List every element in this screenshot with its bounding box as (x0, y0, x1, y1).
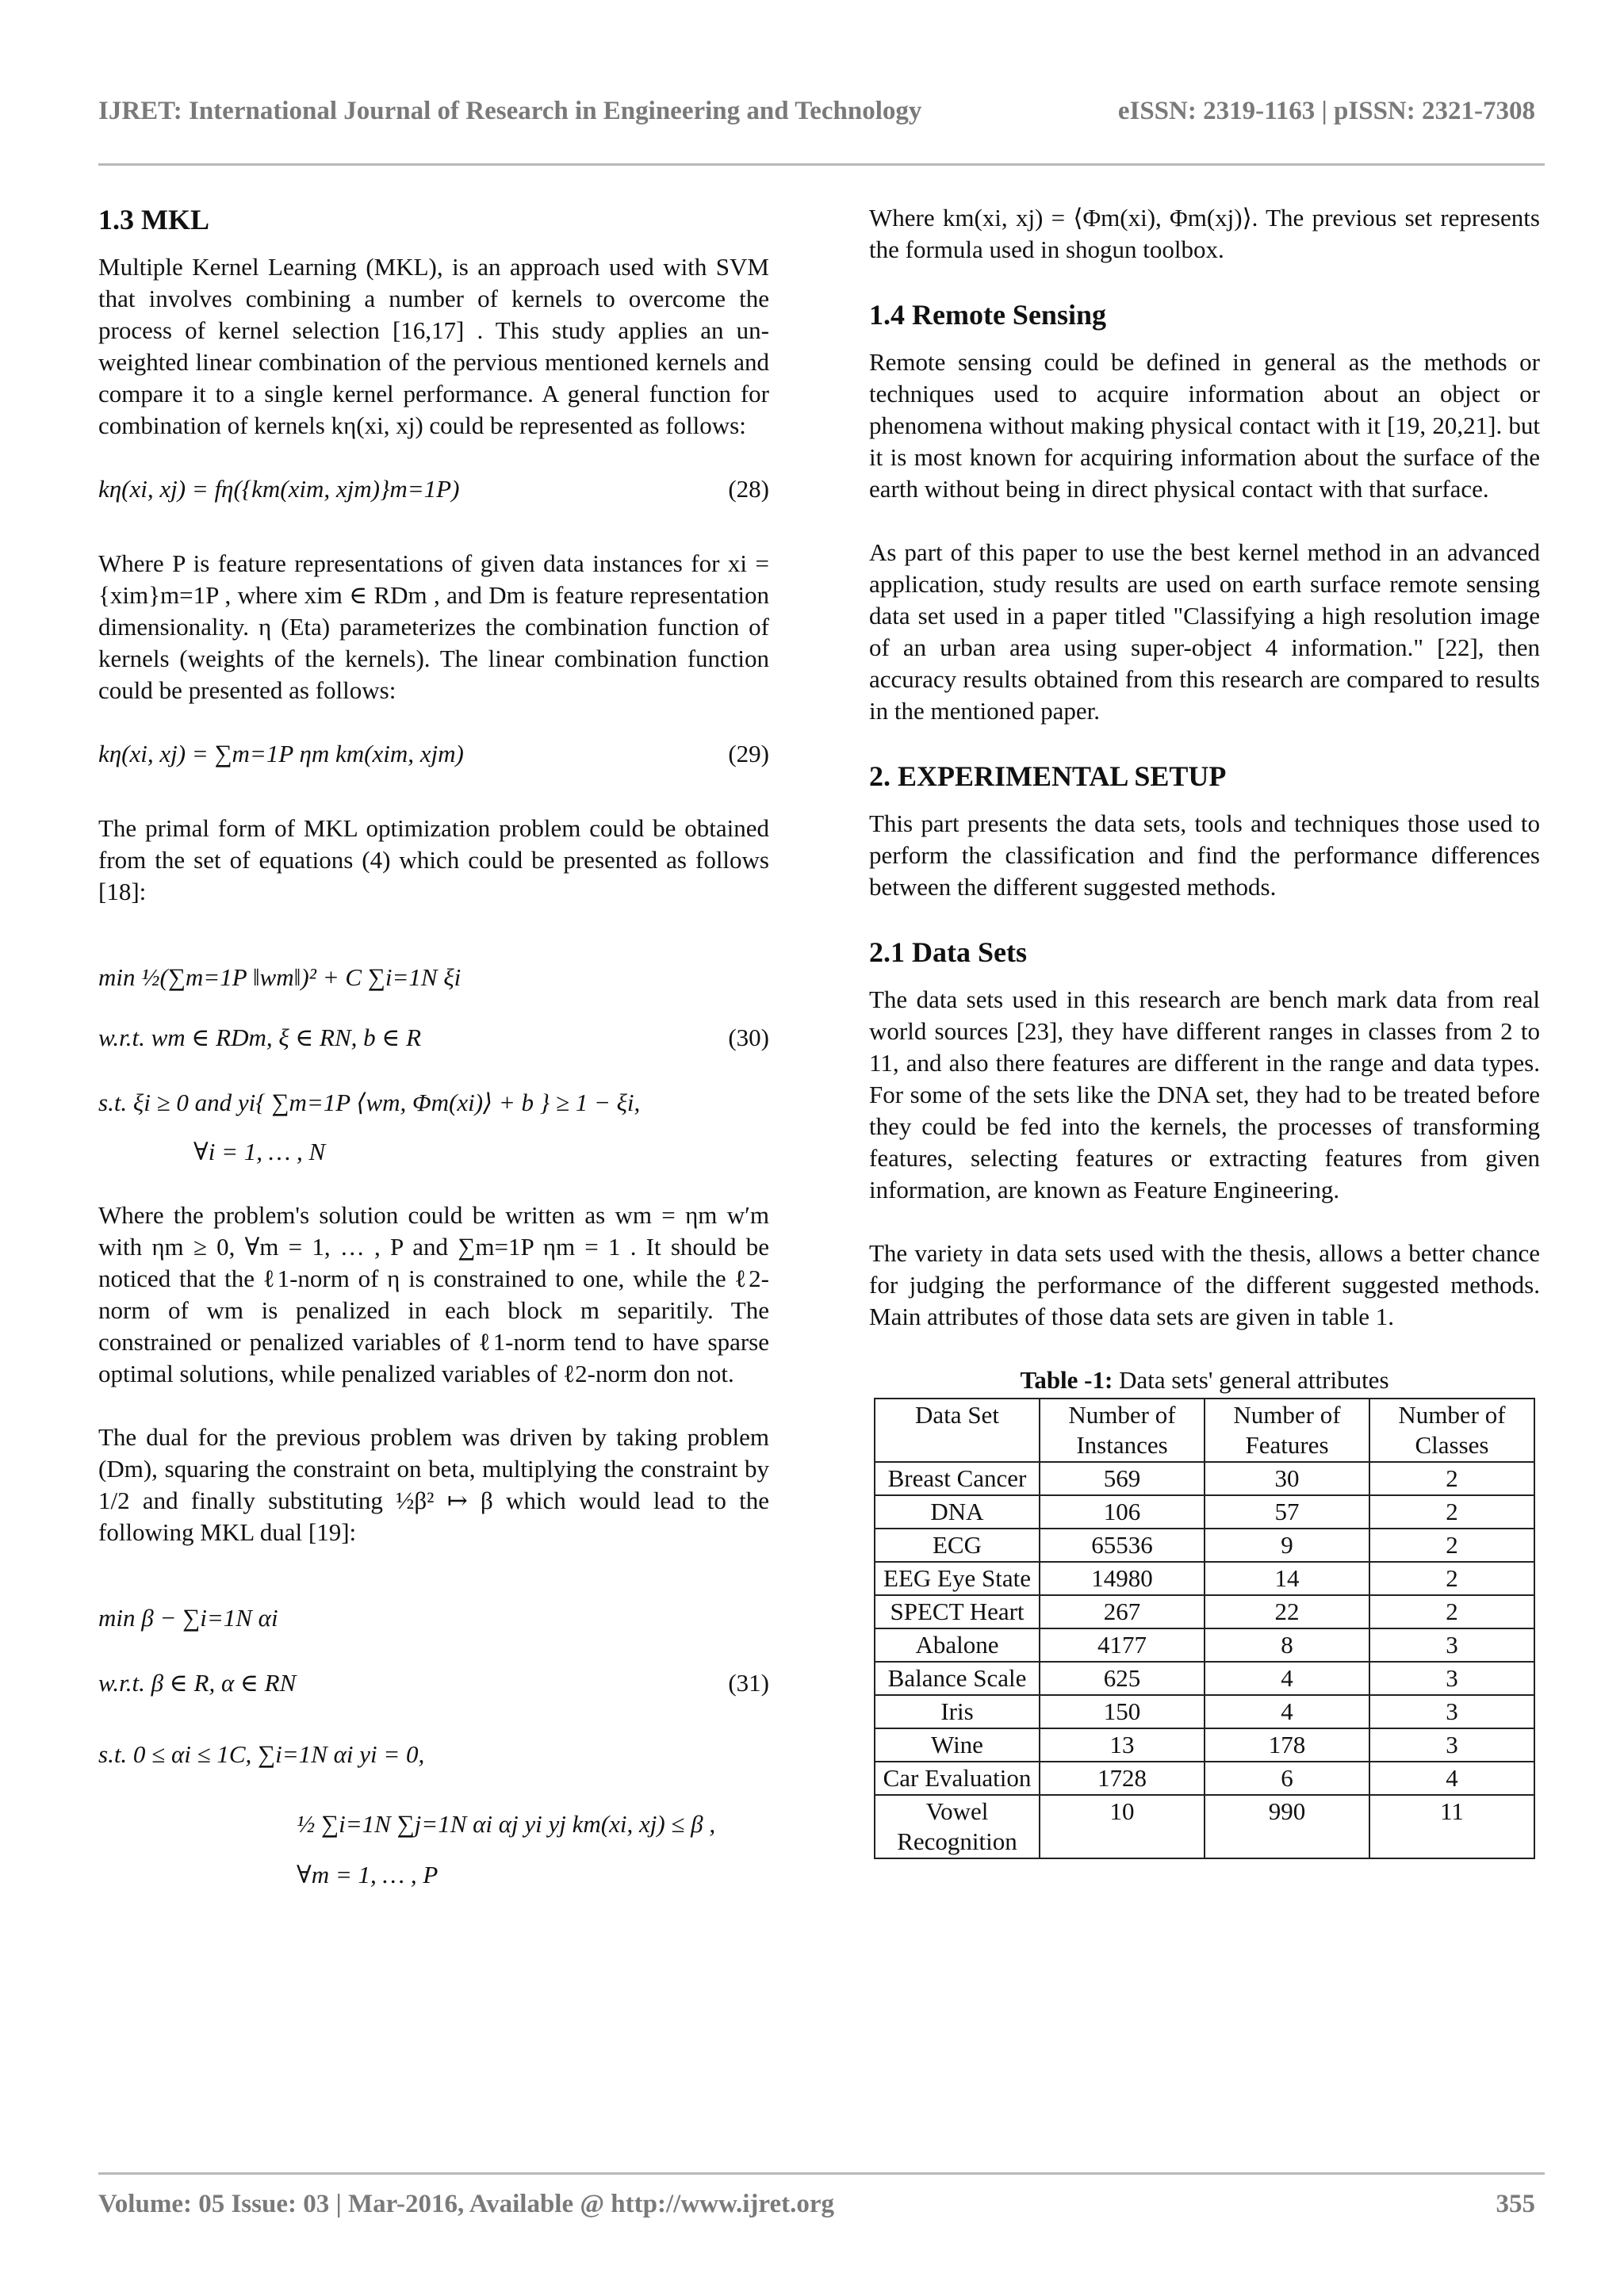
table-cell: 4177 (1040, 1628, 1205, 1662)
equation-line: min ½(∑m=1P ‖wm‖)² + C ∑i=1N ξi (98, 963, 462, 991)
table-cell: ECG (875, 1529, 1040, 1562)
table-cell: 22 (1205, 1595, 1369, 1628)
issn: eISSN: 2319-1163 | pISSN: 2321-7308 (1117, 97, 1535, 125)
paragraph: The variety in data sets used with the thesis, allows a better chance for judging the performance of the different suggested methods. Main attributes of those data sets are given in table 1. (869, 1239, 1540, 1330)
equation-number: (29) (728, 740, 769, 767)
table-row (875, 1662, 1534, 1695)
table-cell: DNA (875, 1495, 1040, 1529)
equation-line: ½ ∑i=1N ∑j=1N αi αj yi yj km(xi, xj) ≤ β , (297, 1810, 716, 1838)
table-cell: Iris (875, 1695, 1040, 1728)
table-cell: Abalone (875, 1628, 1040, 1662)
table-cell: 2 (1369, 1562, 1534, 1595)
table-cell: 1728 (1040, 1762, 1205, 1795)
table-cell: 178 (1205, 1728, 1369, 1762)
equation-line: s.t. ξi ≥ 0 and yi{ ∑m=1P ⟨wm, Φm(xi)⟩ + b } ≥ 1 − ξi, (98, 1089, 641, 1116)
equation-line: min β − ∑i=1N αi (98, 1604, 278, 1632)
equation-text: kη(xi, xj) = fη({km(xim, xjm)}m=1P) (98, 475, 460, 503)
table-header-row (875, 1399, 1534, 1462)
paragraph: The dual for the previous problem was driven by taking problem (Dm), squaring the constraint on beta, multiplying the constraint by 1/2 and finally substituting ½β² ↦ β which would lead to the following MKL dual [19]: (98, 1423, 769, 1546)
datasets-table (874, 1398, 1535, 1859)
paragraph: This part presents the data sets, tools and techniques those used to perform the classification and find the performance differences between the different suggested methods. (869, 809, 1540, 901)
paragraph: As part of this paper to use the best kernel method in an advanced application, study results are used on earth surface remote sensing data set used in a paper titled "Classifying a high resolution image of an urban area using super-object 4 information." [22], then accuracy results obtained from this research are compared to results in the mentioned paper. (869, 538, 1540, 725)
table-row (875, 1495, 1534, 1529)
table-cell: Car Evaluation (875, 1762, 1040, 1795)
left-column (98, 202, 769, 1923)
table-cell: 13 (1040, 1728, 1205, 1762)
equation-28 (98, 473, 769, 516)
section-1-3-title: 1.3 MKL (98, 204, 209, 235)
table-row (875, 1728, 1534, 1762)
paragraph: Where P is feature representations of given data instances for xi = {xim}m=1P , where xim ∈ RDm , and Dm is feature representation dimensionality. η (Eta) parameterizes the combination function of kernels (weights of the kernels). The linear combination function could be presented as follows: (98, 549, 769, 704)
table-cell: SPECT Heart (875, 1595, 1040, 1628)
table-cell: 14980 (1040, 1562, 1205, 1595)
table-row (875, 1562, 1534, 1595)
table-cell: 2 (1369, 1529, 1534, 1562)
table-cell: 65536 (1040, 1529, 1205, 1562)
table-cell: 4 (1205, 1662, 1369, 1695)
table-cell: 11 (1369, 1795, 1534, 1858)
table-header-cell: Number of Features (1205, 1399, 1369, 1462)
page-footer (98, 2190, 1535, 2219)
table-row (875, 1595, 1534, 1628)
table-cell: 4 (1205, 1695, 1369, 1728)
table-row (875, 1695, 1534, 1728)
footer-volume: Volume: 05 Issue: 03 | Mar-2016, Available @ http://www.ijret.org (98, 2190, 834, 2218)
table-cell: Vowel Recognition (875, 1795, 1040, 1858)
table-cell: 106 (1040, 1495, 1205, 1529)
equation-31 (98, 1580, 769, 1896)
equation-line: ∀m = 1, … , P (297, 1861, 439, 1888)
table-cell: 3 (1369, 1695, 1534, 1728)
table-cell: 625 (1040, 1662, 1205, 1695)
table-cell: Breast Cancer (875, 1462, 1040, 1495)
paragraph: Remote sensing could be defined in general as the methods or techniques used to acquire information about an object or phenomena without making physical contact with it [19, 20,21]. but it is most known for acquiring information about the surface of the earth without being in direct physical contact with that surface. (869, 348, 1540, 503)
journal-title: IJRET: International Journal of Research in Engineering and Technology (98, 97, 922, 125)
paragraph: The data sets used in this research are bench mark data from real world sources [23], they have different ranges in classes from 2 to 11, and also there features are different in the range and data types. For some of the sets like the DNA set, they had to be treated before they could be fed into the kernels, the processes of transforming features, selecting features or extracting features from given information, are known as Feature Engineering. (869, 985, 1540, 1203)
table-cell: 10 (1040, 1795, 1205, 1858)
table-caption (869, 1364, 1540, 1396)
equation-text: w.r.t. β ∈ R, α ∈ RN (98, 1669, 297, 1697)
table-row (875, 1628, 1534, 1662)
table-cell: 9 (1205, 1529, 1369, 1562)
table-header-cell: Number of Classes (1369, 1399, 1534, 1462)
table-cell: 30 (1205, 1462, 1369, 1495)
equation-line: s.t. 0 ≤ αi ≤ 1C, ∑i=1N αi yi = 0, (98, 1740, 425, 1768)
paragraph: Where km(xi, xj) = ⟨Φm(xi), Φm(xj)⟩. The previous set represents the formula used in shogun toolbox. (869, 204, 1540, 263)
footer-rule (98, 2172, 1545, 2175)
equation-number: (31) (728, 1669, 769, 1697)
section-2-title: 2. EXPERIMENTAL SETUP (869, 760, 1227, 792)
table-cell: 3 (1369, 1662, 1534, 1695)
paragraph: Multiple Kernel Learning (MKL), is an approach used with SVM that involves combining a number of kernels to overcome the process of kernel selection [16,17] . This study applies an un-weighted linear combination of the pervious mentioned kernels and compare it to a single kernel performance. A general function for combination of kernels kη(xi, xj) could be represented as follows: (98, 253, 769, 439)
table-row (875, 1762, 1534, 1795)
page-header (98, 97, 1535, 136)
page-number: 355 (1496, 2190, 1535, 2218)
table-cell: 2 (1369, 1462, 1534, 1495)
table-cell: 6 (1205, 1762, 1369, 1795)
table-cell: 3 (1369, 1628, 1534, 1662)
paragraph: The primal form of MKL optimization problem could be obtained from the set of equations (4) which could be presented as follows [18]: (98, 814, 769, 905)
table-header-cell: Number of Instances (1040, 1399, 1205, 1462)
right-column (869, 202, 1540, 1859)
table-cell: EEG Eye State (875, 1562, 1040, 1595)
table-row (875, 1529, 1534, 1562)
table-header-cell: Data Set (875, 1399, 1040, 1462)
section-2-1-title: 2.1 Data Sets (869, 936, 1027, 968)
table-cell: 990 (1205, 1795, 1369, 1858)
paragraph: Where the problem's solution could be written as wm = ηm w′m with ηm ≥ 0, ∀m = 1, … , P and ∑m=1P ηm = 1 . It should be noticed that the ℓ1-norm of η is constrained to one, while the ℓ2-norm of wm is penalized in each block m separitily. The constrained or penalized variables of ℓ1-norm tend to have sparse optimal solutions, while penalized variables of ℓ2-norm don not. (98, 1201, 769, 1387)
table-label: Table -1: (1020, 1366, 1113, 1394)
table-cell: Wine (875, 1728, 1040, 1762)
table-cell: 8 (1205, 1628, 1369, 1662)
table-cell: 2 (1369, 1495, 1534, 1529)
equation-number: (30) (728, 1024, 769, 1051)
table-cell: 150 (1040, 1695, 1205, 1728)
equation-line (98, 1667, 769, 1704)
table-cell: 4 (1369, 1762, 1534, 1795)
table-cell: 267 (1040, 1595, 1205, 1628)
equation-29 (98, 738, 769, 781)
table-row (875, 1462, 1534, 1495)
equation-number: (28) (728, 475, 769, 503)
table-cell: 57 (1205, 1495, 1369, 1529)
table-cell: 2 (1369, 1595, 1534, 1628)
equation-text: kη(xi, xj) = ∑m=1P ηm km(xim, xjm) (98, 740, 464, 767)
table-cell: 569 (1040, 1462, 1205, 1495)
equation-line: ∀i = 1, … , N (193, 1138, 326, 1165)
table-caption-text: Data sets' general attributes (1113, 1366, 1389, 1394)
table-cell: 14 (1205, 1562, 1369, 1595)
equation-30 (98, 939, 769, 1173)
section-1-4-title: 1.4 Remote Sensing (869, 299, 1106, 331)
table-body (875, 1399, 1534, 1858)
table-cell: Balance Scale (875, 1662, 1040, 1695)
table-row (875, 1795, 1534, 1858)
equation-text: w.r.t. wm ∈ RDm, ξ ∈ RN, b ∈ R (98, 1024, 422, 1051)
equation-line (98, 1022, 769, 1058)
header-rule (98, 163, 1545, 166)
table-cell: 3 (1369, 1728, 1534, 1762)
